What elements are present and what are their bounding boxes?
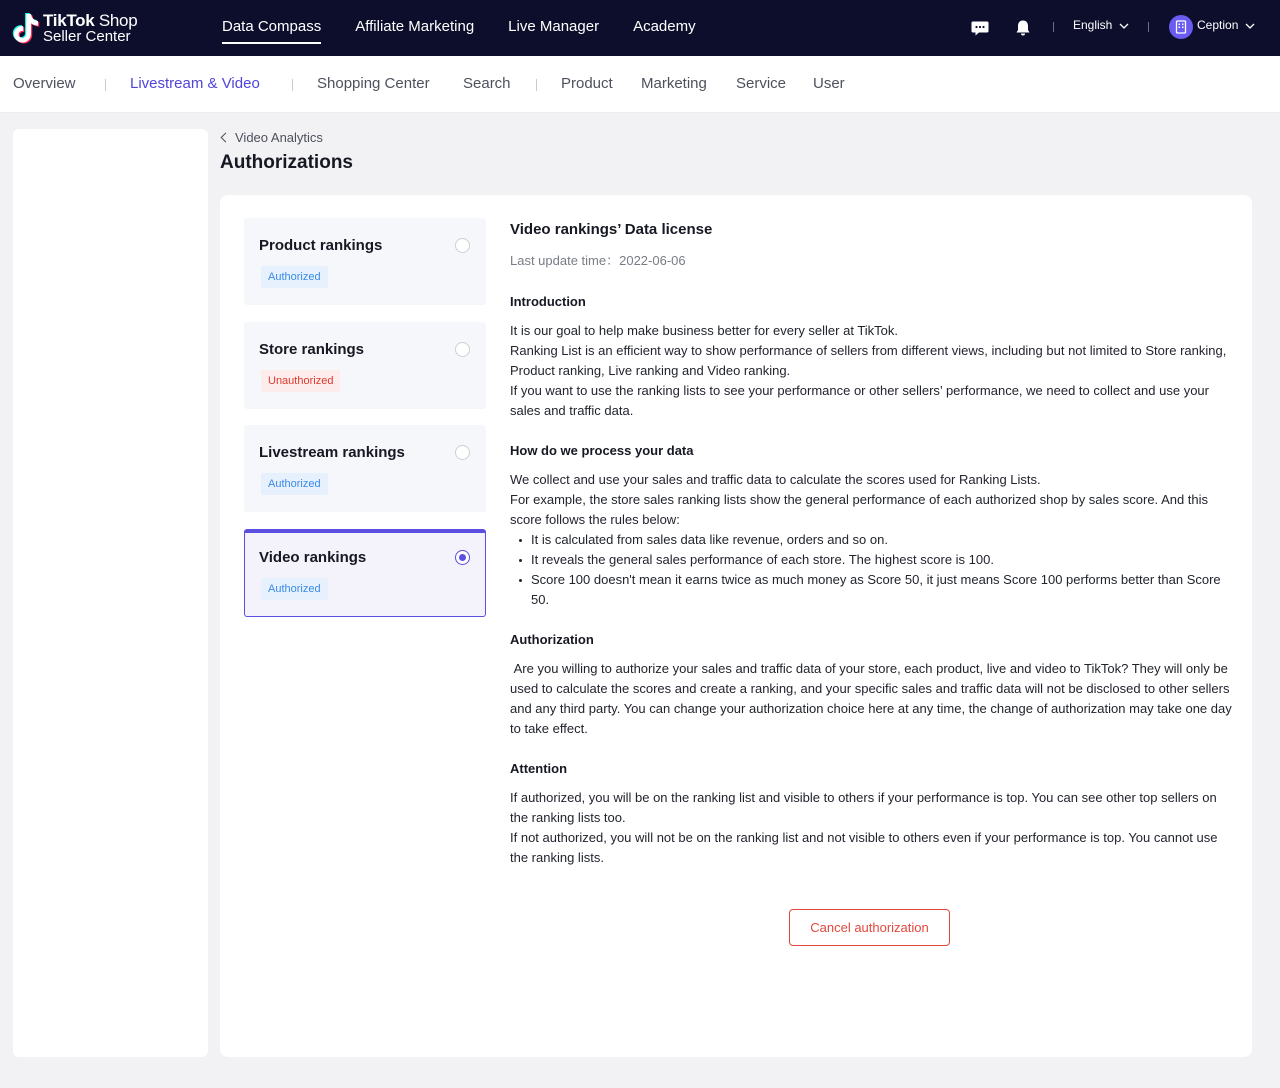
cancel-authorization-button[interactable]: Cancel authorization (789, 909, 950, 946)
breadcrumb-back[interactable]: Video Analytics (222, 130, 323, 145)
process-paragraph: We collect and use your sales and traffic data to calculate the scores used for Ranking Lists. (510, 472, 1041, 487)
rule-list-item: It is calculated from sales data like revenue, orders and so on. (510, 530, 1232, 550)
process-paragraph: For example, the store sales ranking lists show the general performance of each authorized shop by sales score. And this score follows the rules below: (510, 492, 1209, 527)
ranking-title: Product rankings (259, 237, 383, 254)
radio-button-selected[interactable] (455, 550, 470, 565)
subnav-divider (536, 79, 537, 91)
ranking-option-livestream[interactable] (244, 425, 486, 512)
page-title: Authorizations (220, 152, 353, 173)
status-badge: Authorized (261, 266, 328, 288)
authorization-card (220, 195, 1252, 1057)
radio-button[interactable] (455, 445, 470, 460)
subnav-marketing[interactable]: Marketing (641, 75, 707, 92)
subnav-product[interactable]: Product (561, 75, 613, 92)
ranking-title: Store rankings (259, 341, 365, 358)
section-heading-attention: Attention (510, 761, 568, 776)
authorization-paragraph: Are you willing to authorize your sales and traffic data of your store, each product, live and video to TikTok? They will only be used to calculate the scores and create a ranking, and your specific sales and traffic data will not be disclosed to other sellers and any third party. You can change your authorization choice here at any time, the change of authorization may take one day to take effect. (510, 661, 1236, 736)
subnav-divider (292, 79, 293, 91)
status-badge: Unauthorized (261, 370, 340, 392)
radio-button[interactable] (455, 342, 470, 357)
top-nav-data-compass[interactable]: Data Compass (205, 0, 338, 56)
left-side-panel (13, 129, 208, 1057)
subnav-overview[interactable]: Overview (13, 75, 76, 92)
intro-paragraph: If you want to use the ranking lists to see your performance or other sellers’ performance, we need to collect and use your sales and traffic data. (510, 383, 1209, 418)
language-selector[interactable]: English (1073, 18, 1129, 32)
user-avatar[interactable] (1169, 15, 1193, 39)
section-heading-authorization: Authorization (510, 632, 594, 647)
attention-paragraph: If not authorized, you will not be on the ranking list and not visible to others even if your performance is top. You cannot use the ranking lists. (510, 830, 1218, 865)
chevron-down-icon (1245, 22, 1255, 30)
sub-nav (0, 56, 1280, 113)
top-nav-academy[interactable]: Academy (633, 18, 696, 35)
license-title: Video rankings’ Data license (510, 221, 713, 238)
brand-name: TikTok Shop (43, 11, 138, 30)
chevron-left-icon (221, 133, 231, 143)
last-update-time: Last update time：2022-06-06 (510, 253, 686, 268)
ranking-title: Livestream rankings (259, 444, 405, 461)
subnav-search[interactable]: Search (463, 75, 511, 92)
subnav-user[interactable]: User (813, 75, 845, 92)
status-badge: Authorized (261, 578, 328, 600)
subnav-service[interactable]: Service (736, 75, 787, 92)
bell-icon[interactable] (1013, 18, 1033, 38)
top-nav-affiliate-marketing[interactable]: Affiliate Marketing (355, 18, 475, 35)
ranking-option-product[interactable] (244, 218, 486, 305)
building-icon (1169, 15, 1193, 39)
brand-subtitle: Seller Center (43, 28, 131, 45)
chat-icon[interactable] (970, 18, 990, 38)
tiktok-shop-logo[interactable] (12, 10, 152, 46)
section-heading-process: How do we process your data (510, 443, 694, 458)
attention-paragraph: If authorized, you will be on the ranking list and visible to others if your performance is top. You can see other top sellers on the ranking lists too. (510, 790, 1217, 825)
user-menu[interactable]: Ception (1197, 18, 1255, 32)
subnav-livestream-video[interactable]: Livestream & Video (130, 75, 260, 92)
top-nav (205, 0, 713, 56)
license-content (510, 221, 1236, 868)
rule-list-item: It reveals the general sales performance of each store. The highest score is 100. (510, 550, 1232, 570)
header-divider (1053, 22, 1054, 32)
ranking-option-video[interactable] (244, 529, 486, 617)
subnav-divider (105, 79, 106, 91)
radio-button[interactable] (455, 238, 470, 253)
section-heading-introduction: Introduction (510, 294, 586, 309)
status-badge: Authorized (261, 473, 328, 495)
top-header (0, 0, 1280, 56)
rule-list-item: Score 100 doesn't mean it earns twice as much money as Score 50, it just means Score 100 performs better than Score 50. (510, 570, 1232, 610)
ranking-title: Video rankings (259, 549, 367, 566)
tiktok-logo-icon (12, 12, 40, 44)
chevron-down-icon (1119, 22, 1129, 30)
subnav-shopping-center[interactable]: Shopping Center (317, 75, 430, 92)
intro-paragraph: Ranking List is an efficient way to show performance of sellers from different views, including but not limited to Store ranking, Product ranking, Live ranking and Video ranking. (510, 343, 1227, 378)
ranking-option-store[interactable] (244, 322, 486, 409)
intro-paragraph: It is our goal to help make business better for every seller at TikTok. (510, 323, 899, 338)
top-nav-live-manager[interactable]: Live Manager (508, 18, 600, 35)
header-divider (1148, 22, 1149, 32)
